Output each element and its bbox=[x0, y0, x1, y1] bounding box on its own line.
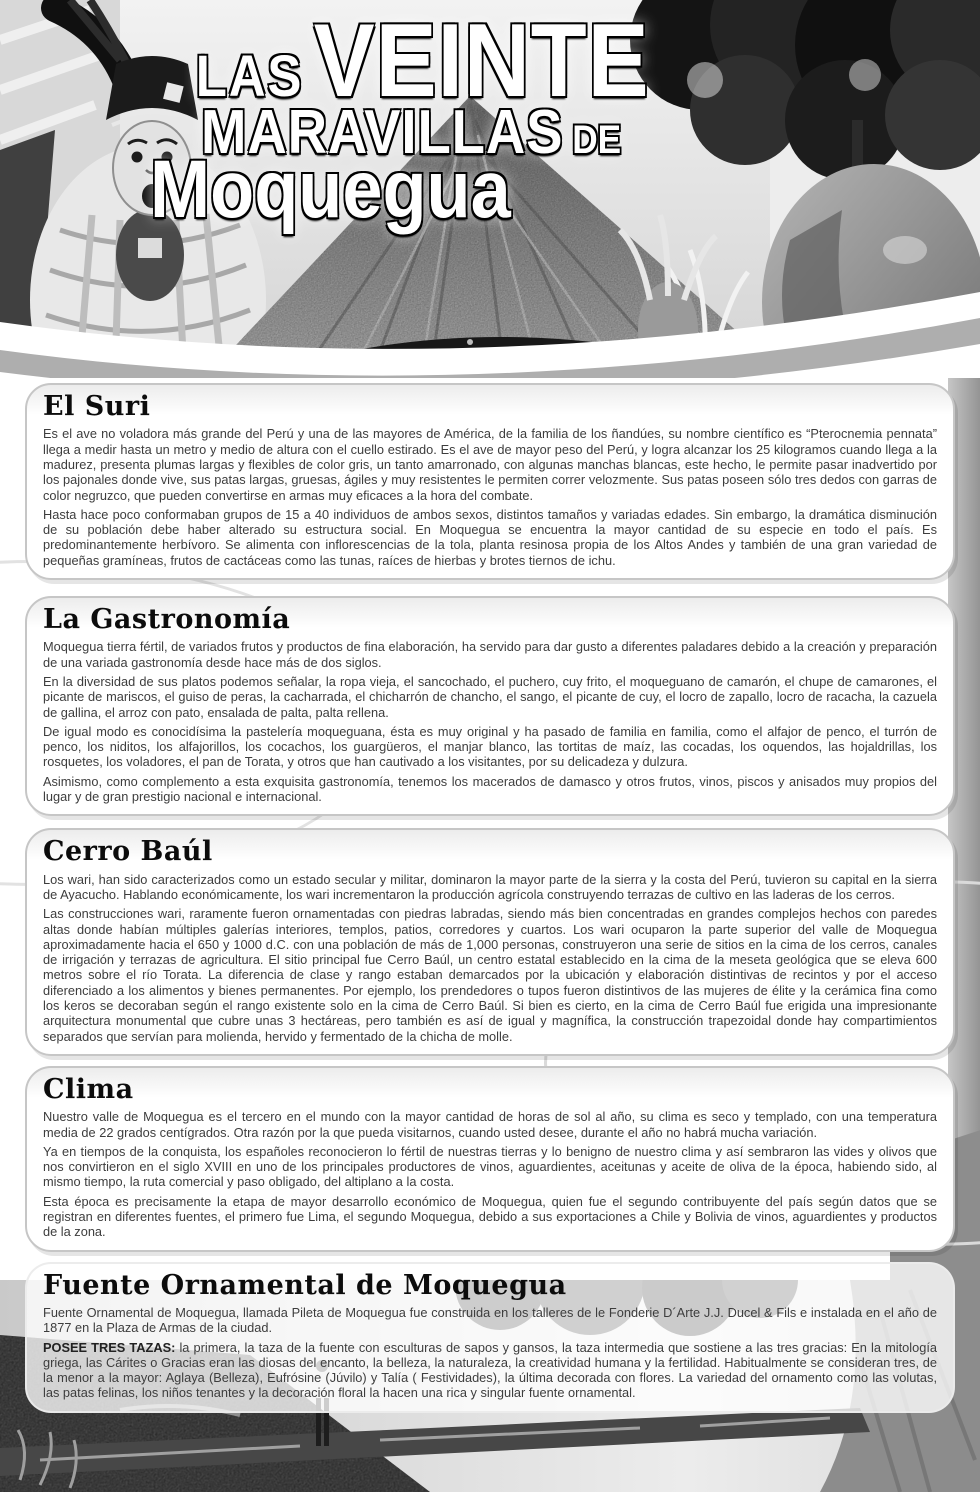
paragraph: Las construcciones wari, raramente fueron ornamentadas con piedras labradas, siendo más bien concentradas en grandes complejos hechos con paredes altas donde habían múltiples galerías interiores, templos, patios, corredores y cuartos. Los wari ocuparon la parte superior del valle de Moquegua aproximadamente hacia el 650 y 1000 d.C. con una población de más de 1,000 personas, construyeron una serie de sitios en la cima de los cerros, canales de irrigación y terrazas de agricultura. El sitio principal fue Cerro Baúl, un centro estatal establecido en la cima de la meseta geológica que se eleva 600 metros sobre el río Torata. La diferencia de clase y rango estaban demarcados por la ubicación y elaboración distintivas de recintos y por el acceso diferenciado a los alimentos y bienes permanentes. Por ejemplo, los prendedores o tupos fueron distintivos de las mujeres de élite y la cerámica fina como los keros se decoraban según el rango existente solo en la cima de Cerro Baúl. Si bien es cierto, en la cima de Cerro Baúl fue erigida una impresionante arquitectura monumental que cubre unas 3 hectáreas, pero también es así de igual y magnífica, la construcción trapezoidal donde hay compartimientos separados que servían para molienda, hervido y fermentado de la chicha de molle. bbox=[43, 906, 937, 1044]
section-el-suri bbox=[25, 383, 955, 580]
section-la-gastronomia bbox=[25, 596, 955, 816]
title-veinte: VEINTE bbox=[313, 3, 650, 119]
section-heading: Cerro Baúl bbox=[43, 836, 213, 868]
title-moquegua: Moquegua bbox=[150, 143, 511, 235]
paragraph: Fuente Ornamental de Moquegua, llamada Pileta de Moquegua fue construida en los talleres de le Fonderie D´Arte J.J. Ducel & Fils e instalada en el año de 1877 en la Plaza de Armas de la ciudad. bbox=[43, 1305, 937, 1336]
section-clima bbox=[25, 1066, 955, 1252]
paragraph: Nuestro valle de Moquegua es el tercero en el mundo con la mayor cantidad de horas de sol al año, su clima es seco y templado, con una temperatura media de 22 grados centígrados. Otra razón por la que pueda visitarnos, cuando usted desee, durante el año no habrá mucha variación. bbox=[43, 1109, 937, 1140]
title-maravillas: MARAVILLAS bbox=[201, 97, 564, 167]
paragraph: Los wari, han sido caracterizados como un estado secular y militar, dominaron la mayor parte de la sierra y la costa del Perú, tuvieron su capital en la sierra de Ayacucho. Hablando económicamente, los wari incrementaron la producción agrícola construyendo terrazas de cultivo en las laderas de los cerros. bbox=[43, 871, 937, 902]
content bbox=[25, 383, 955, 1429]
paragraph: Esta época es precisamente la etapa de mayor desarrollo económico de Moquegua, quien fue el segundo contribuyente del país según datos que se registran en diferentes fuentes, el primero fue Lima, el segundo Moquegua, debido a sus exportaciones a Chile y Bolivia de vinos, aguardientes y productos de la zona. bbox=[43, 1193, 937, 1240]
section-heading: Clima bbox=[43, 1073, 134, 1105]
paragraph: En la diversidad de sus platos podemos señalar, la ropa vieja, el sancochado, el puchero, cuy frito, el moqueguano de camarón, el chupe de camarones, el picante de mariscos, el guiso de peras, la cacharrada, el chicharrón de chancho, el sango, el picante de cuy, el locro de zapallo, locro de racacha, la cazuela de gallina, el arroz con pato, ensalada de palta, palta rellena. bbox=[43, 673, 937, 720]
paragraph: Hasta hace poco conformaban grupos de 15 a 40 individuos de ambos sexos, distintos tamaños y variadas edades. Sin embargo, la dramática disminución de su población debe haber alterado su estructura social. En Moquegua se encuentra la mayor cantidad de su especie en todo el país. Es predominantemente herbívoro. Se alimenta con inflorescencias de la tola, planta resinosa propia de los Altos Andes y también de una gran variedad de pequeñas gramíneas, frutos de cactáceas como las tunas, raíces de hierbas y brotes tiernos de ichu. bbox=[43, 506, 937, 568]
paragraph: Ya en tiempos de la conquista, los españoles reconocieron lo fértil de nuestras tierras y lo benigno de nuestro clima y así sembraron las vides y olivos que nos convirtieron en el siglo XVIII en uno de los principales productores de vinos, aguardientes, aceitunas y aceite de oliva de la época, habiendo sido, al mismo tiempo, la ruta comercial y paso obligado, del altiplano a la costa. bbox=[43, 1143, 937, 1190]
paragraph: Es el ave no voladora más grande del Perú y una de las mayores de América, de la familia de los ñandúes, su nombre científico es “Pterocnemia pennata” llega a medir hasta un metro y medio de altura con el cuello estirado. Es el ave de mayor peso del Perú, y logra alcanzar los 25 kilogramos cuando llega a la madurez, presenta plumas largas y flexibles de color gris, un tanto amarronado, con algunas manchas blancas, este hecho, le permite pasar inadvertido por los pajonales donde vive, sus patas largas, gruesas, ágiles y muy resistentes le permiten correr velozmente. Sus patas poseen sólo tres dedos con garras de color negruzco, que pueden convertirse en armas muy eficaces a la hora del combate. bbox=[43, 426, 937, 503]
paragraph: Moquegua tierra fértil, de variados frutos y productos de fina elaboración, ha servido para dar gusto a diferentes paladares debido a la creación y preparación de una variada gastronomía desde hace más de dos siglos. bbox=[43, 639, 937, 670]
paragraph bbox=[43, 1340, 937, 1401]
title-las: LAS bbox=[195, 44, 304, 109]
paragraph-lead-bold: POSEE TRES TAZAS: bbox=[43, 1339, 176, 1355]
paragraph-rest: la primera, la taza de la fuente con esculturas de sapos y gansos, la taza intermedia que sostiene a las tres gracias: En la mitología griega, las Cárites o Gracias eran las diosas del encanto, la belleza, la naturaleza, la creatividad humana y la fertilidad. Habitualmente se consideran tres, de la menor a la mayor: Aglaya (Belleza), Eufrósine (Júvilo) y Talía ( Festividades), la última decorada con flores. La variedad del ornamento como las volutas, las patas felinas, los niños tenantes y la decoración floral la hacen una rica y singular fuente ornamental. bbox=[43, 1339, 937, 1401]
paragraph: De igual modo es conocidísima la pastelería moqueguana, ésta es muy original y ha pasado de familia en familia, como el alfajor de penco, el turrón de penco, los niditos, los alfajorillos, los cocachos, los guargüeros, el manjar blanco, las tortitas de maíz, las cocadas, los oquendos, las hojaldrillas, los rosquetes, los voladores, el pan de Torata, y otros que han cautivado a los visitantes, por su delicadeza y dulzura. bbox=[43, 723, 937, 770]
paragraph: Asimismo, como complemento a esta exquisita gastronomía, tenemos los macerados de damasco y otros frutos, vinos, piscos y anisados muy propios del lugar y de gran prestigio nacional e internacional. bbox=[43, 773, 937, 805]
title-de: DE bbox=[572, 117, 622, 162]
section-heading: Fuente Ornamental de Moquegua bbox=[43, 1269, 567, 1301]
section-cerro-baul bbox=[25, 828, 955, 1056]
header-collage bbox=[0, 0, 980, 378]
section-heading: La Gastronomía bbox=[43, 604, 291, 636]
page-title bbox=[150, 3, 650, 235]
section-fuente-ornamental bbox=[25, 1262, 955, 1413]
section-heading: El Suri bbox=[43, 391, 151, 422]
